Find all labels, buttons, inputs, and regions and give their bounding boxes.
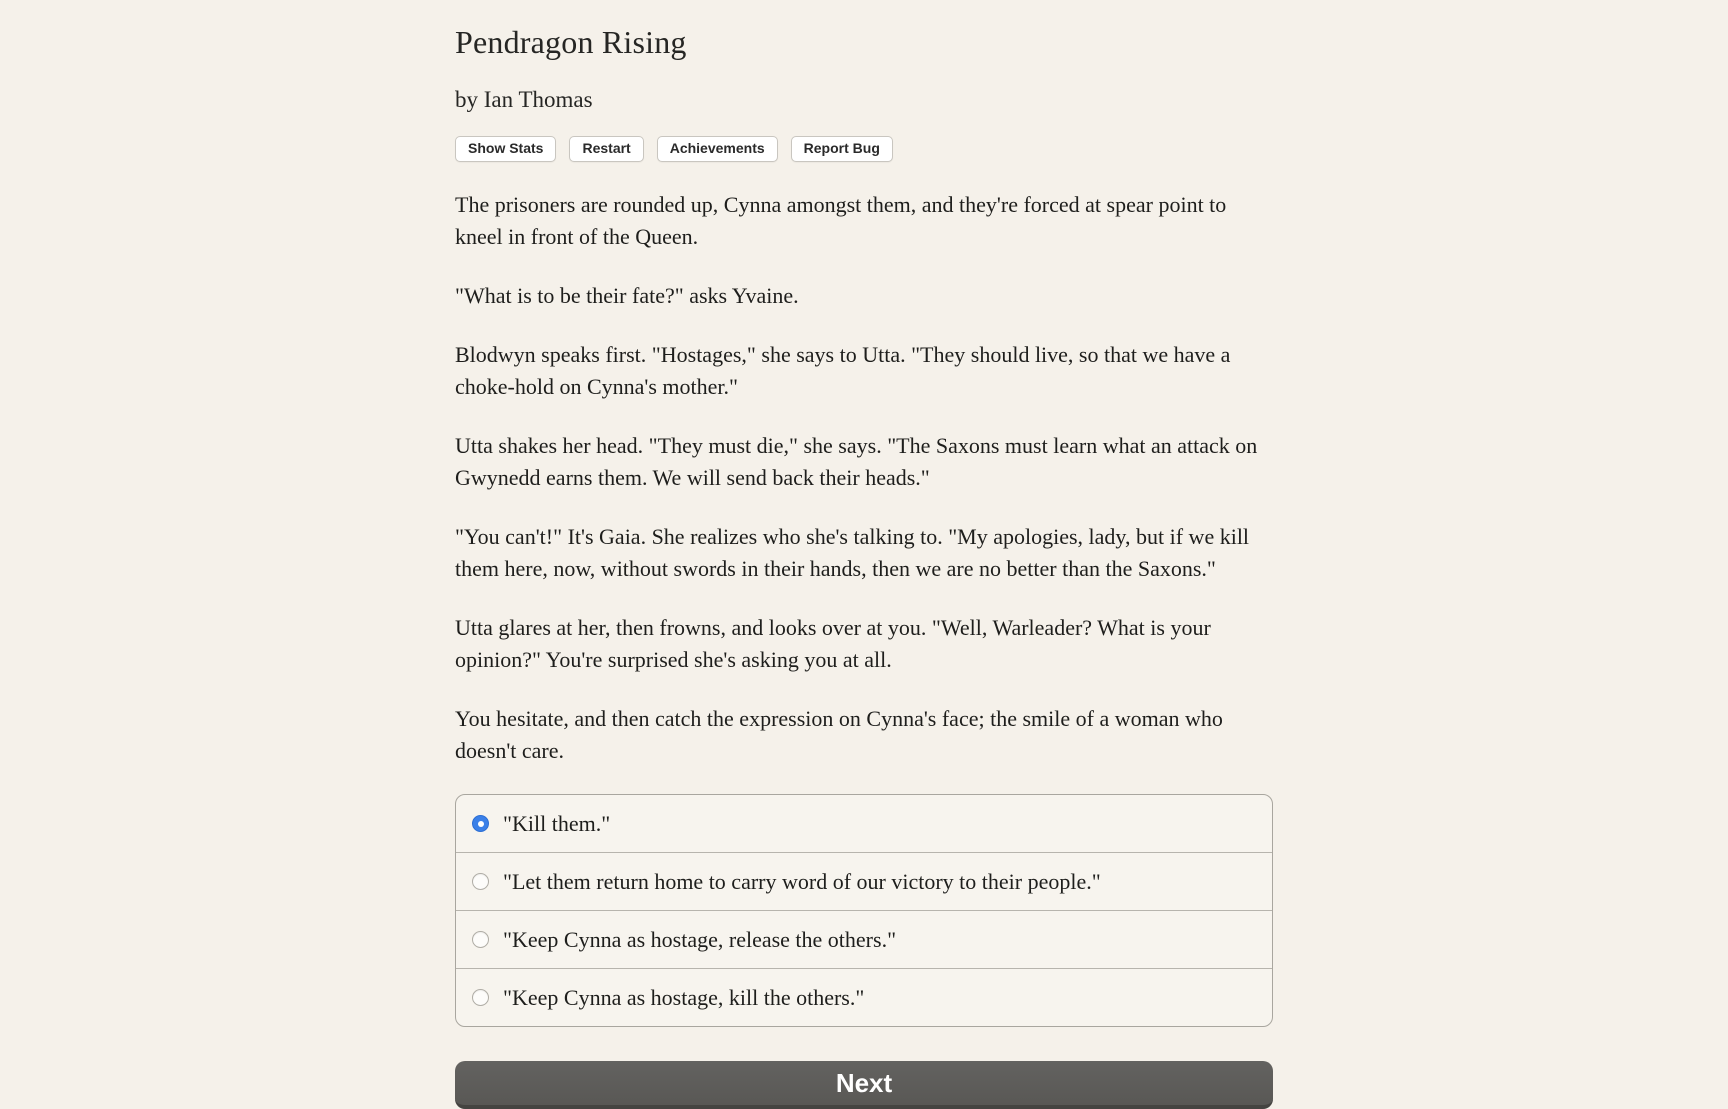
radio-button-icon[interactable] — [472, 873, 489, 890]
game-author: by Ian Thomas — [455, 87, 593, 112]
choice-option-hostage-kill-others[interactable] — [456, 968, 1272, 1026]
choice-label: "Let them return home to carry word of our victory to their people." — [503, 869, 1101, 894]
story-paragraph: The prisoners are rounded up, Cynna amongst them, and they're forced at spear point to kneel in front of the Queen. — [455, 192, 1227, 249]
show-stats-button[interactable]: Show Stats — [455, 136, 556, 162]
restart-button[interactable]: Restart — [569, 136, 643, 162]
next-button[interactable]: Next — [455, 1061, 1273, 1109]
story-paragraph: "What is to be their fate?" asks Yvaine. — [455, 283, 799, 308]
choice-option-let-them-return[interactable] — [456, 852, 1272, 910]
radio-button-icon[interactable] — [472, 931, 489, 948]
choice-list — [455, 794, 1273, 1027]
choice-label: "Kill them." — [503, 811, 611, 836]
game-title: Pendragon Rising — [455, 24, 687, 60]
choice-option-hostage-release-others[interactable] — [456, 910, 1272, 968]
story-paragraph: "You can't!" It's Gaia. She realizes who she's talking to. "My apologies, lady, but if we kill them here, now, without swords in their hands, then we are no better than the Saxons." — [455, 524, 1250, 581]
achievements-button[interactable]: Achievements — [657, 136, 778, 162]
story-text — [455, 189, 1273, 767]
story-paragraph: Utta glares at her, then frowns, and looks over at you. "Well, Warleader? What is your opinion?" You're surprised she's asking you at all. — [455, 615, 1211, 672]
choice-label: "Keep Cynna as hostage, kill the others." — [503, 985, 865, 1010]
story-paragraph: Utta shakes her head. "They must die," she says. "The Saxons must learn what an attack on Gwynedd earns them. We will send back their heads." — [455, 433, 1258, 490]
toolbar — [455, 136, 1273, 162]
radio-button-icon[interactable] — [472, 989, 489, 1006]
story-paragraph: You hesitate, and then catch the expression on Cynna's face; the smile of a woman who doesn't care. — [455, 706, 1223, 763]
report-bug-button[interactable]: Report Bug — [791, 136, 893, 162]
choice-option-kill-them[interactable] — [456, 795, 1272, 852]
choice-label: "Keep Cynna as hostage, release the others." — [503, 927, 897, 952]
game-page — [455, 0, 1273, 1109]
story-paragraph: Blodwyn speaks first. "Hostages," she says to Utta. "They should live, so that we have a choke-hold on Cynna's mother." — [455, 342, 1231, 399]
radio-button-icon[interactable] — [472, 815, 489, 832]
